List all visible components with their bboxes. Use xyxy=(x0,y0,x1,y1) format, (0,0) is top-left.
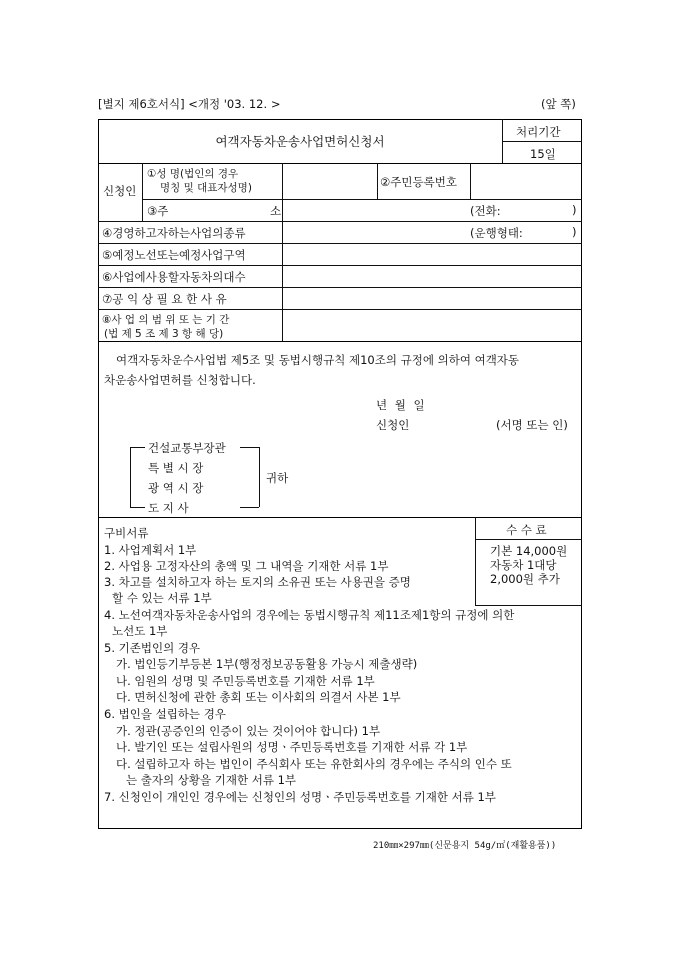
document-item: 7. 신청인이 개인인 경우에는 신청인의 성명ㆍ주민등록번호를 기재한 서류 1부 xyxy=(104,790,496,804)
processing-period-value: 15일 xyxy=(530,147,556,161)
document-item: 할 수 있는 서류 1부 xyxy=(112,591,212,605)
route-label: ⑤예정노선또는예정사업구역 xyxy=(102,248,246,262)
document-item: 4. 노선여객자동차운송사업의 경우에는 동법시행규칙 제11조제1항의 규정에 의한 xyxy=(104,608,515,622)
scope-field[interactable] xyxy=(286,311,578,339)
document-item: 1. 사업계획서 1부 xyxy=(104,543,197,557)
document-item: 3. 차고를 설치하고자 하는 토지의 소유권 또는 사용권을 증명 xyxy=(104,575,411,589)
fee-base: 기본 14,000원 xyxy=(490,544,568,558)
scope-label-line1: ⑧사 업 의 범 위 또 는 기 간 xyxy=(102,314,230,326)
public-interest-label: ⑦공 익 상 필 요 한 사 유 xyxy=(102,292,227,306)
documents-title: 구비서류 xyxy=(104,526,149,540)
phone-close: ) xyxy=(572,203,577,217)
fee-per-vehicle: 자동차 1대당 xyxy=(490,558,557,572)
business-type-field[interactable] xyxy=(286,223,466,241)
document-item: 나. 임원의 성명 및 주민등록번호를 기재한 서류 1부 xyxy=(116,674,375,688)
document-item: 다. 면허신청에 관한 총회 또는 이사회의 의결서 사본 1부 xyxy=(116,690,401,704)
document-item: 나. 발기인 또는 설립사원의 성명ㆍ주민등록번호를 기재한 서류 각 1부 xyxy=(116,740,468,754)
applicant-sign-label: 신청인 xyxy=(376,418,410,432)
form-title: 여객자동차운송사업면허신청서 xyxy=(215,134,385,149)
operation-type-label: (운행형태: xyxy=(470,226,523,240)
recipient-minister: 건설교통부장관 xyxy=(148,441,226,455)
vehicle-count-label: ⑥사업에사용할자동차의대수 xyxy=(102,270,246,284)
resident-number-field[interactable] xyxy=(474,166,578,196)
recipient-special-city-mayor: 특 별 시 장 xyxy=(148,461,204,475)
frame-right xyxy=(581,119,582,828)
signature-field[interactable]: (서명 또는 인) xyxy=(496,418,568,432)
name-label-line2: 명칭 및 대표자성명) xyxy=(160,182,252,194)
frame-left xyxy=(98,119,99,828)
public-interest-field[interactable] xyxy=(286,289,578,307)
declaration-line2: 차운송사업면허를 신청합니다. xyxy=(104,373,256,387)
document-item: 2. 사업용 고정자산의 총액 및 그 내역을 기재한 서류 1부 xyxy=(104,559,389,573)
fee-additional: 2,000원 추가 xyxy=(490,572,560,586)
document-item: 6. 법인을 설립하는 경우 xyxy=(104,707,226,721)
fee-title: 수 수 료 xyxy=(506,523,547,537)
address-label-end: 소 xyxy=(270,204,282,218)
frame-bottom xyxy=(98,828,582,829)
document-item: 노선도 1부 xyxy=(112,624,168,638)
recipient-metropolitan-mayor: 광 역 시 장 xyxy=(148,481,204,495)
address-label-start: ③주 xyxy=(147,204,169,218)
processing-period-label: 처리기간 xyxy=(516,125,561,139)
business-type-label: ④경영하고자하는사업의종류 xyxy=(102,226,246,240)
name-label-line1: ①성 명(법인의 경우 xyxy=(147,168,239,180)
scope-label-line2: (법 제 5 조 제 3 항 해 당) xyxy=(104,328,224,340)
page-side-label: (앞 쪽) xyxy=(541,97,576,111)
name-field[interactable] xyxy=(286,166,374,196)
phone-label: (전화: xyxy=(470,204,501,218)
route-field[interactable] xyxy=(286,245,578,263)
operation-type-close: ) xyxy=(572,225,577,239)
document-item: 다. 설립하고자 하는 법인이 주식회사 또는 유한회사의 경우에는 주식의 인수 또 xyxy=(116,757,512,771)
address-field[interactable] xyxy=(286,201,466,219)
application-date: 년 월 일 xyxy=(376,398,425,412)
declaration-line1: 여객자동차운수사업법 제5조 및 동법시행규칙 제10조의 규정에 의하여 여객자동 xyxy=(116,353,520,367)
document-item: 는 출자의 상황을 기재한 서류 1부 xyxy=(126,773,297,787)
form-number-label: [별지 제6호서식] <개정 '03. 12. > xyxy=(98,97,281,111)
applicant-label: 신청인 xyxy=(103,184,137,198)
paper-spec: 210㎜×297㎜(신문용지 54g/㎡(재활용품)) xyxy=(373,841,557,851)
honorific: 귀하 xyxy=(266,471,289,485)
resident-number-label: ②주민등록번호 xyxy=(380,175,457,189)
recipient-governor: 도 지 사 xyxy=(148,501,189,515)
vehicle-count-field[interactable] xyxy=(286,267,578,285)
document-item: 가. 법인등기부등본 1부(행정정보공동활용 가능시 제출생략) xyxy=(116,657,418,671)
document-item: 5. 기존법인의 경우 xyxy=(104,641,201,655)
document-item: 가. 정관(공증인의 인증이 있는 것이어야 합니다) 1부 xyxy=(116,724,381,738)
